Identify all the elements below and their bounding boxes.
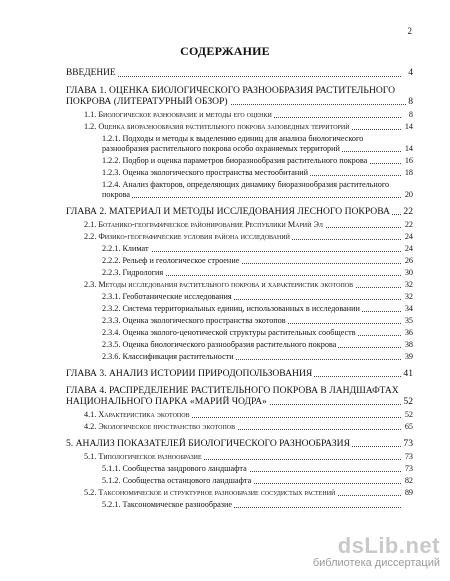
toc-entry-title: 5.1. Типологическое разнообразие xyxy=(84,452,202,461)
toc-entry-page: 36 xyxy=(404,328,413,337)
page-number: 2 xyxy=(407,26,412,36)
toc-entry xyxy=(66,476,413,486)
toc-entry xyxy=(66,244,413,254)
toc-entry xyxy=(66,340,413,350)
toc-entry-page: 65 xyxy=(404,422,413,431)
toc-entry-page: 14 xyxy=(404,122,413,131)
toc-entry xyxy=(66,410,413,420)
toc-entry-page: 32 xyxy=(404,292,413,301)
toc-entry-page: 52 xyxy=(403,396,413,407)
watermark xyxy=(313,533,440,569)
toc-entry-page: 32 xyxy=(404,280,413,289)
toc-entry-title: 2.3.4. Оценка эколого-ценотической структуры растительных сообществ xyxy=(102,328,356,337)
toc-entry-page: 24 xyxy=(404,232,413,241)
toc-entry-page: 89 xyxy=(404,488,413,497)
toc-entry xyxy=(66,168,413,178)
toc-entry-page: 16 xyxy=(404,156,413,165)
toc-entry-title: 2.2.2. Рельеф и геологическое строение xyxy=(102,256,240,265)
toc-entry xyxy=(66,422,413,432)
toc-entry-title: 2.3.3. Оценка экологического пространства экотопов xyxy=(102,316,286,325)
toc-entry-title: 5. АНАЛИЗ ПОКАЗАТЕЛЕЙ БИОЛОГИЧЕСКОГО РАЗНООБРАЗИЯ xyxy=(66,438,350,449)
toc-entry xyxy=(66,452,413,462)
toc-entry xyxy=(66,156,413,166)
toc-entry-page: 30 xyxy=(404,268,413,277)
toc-entry xyxy=(66,352,413,362)
toc-entry-title: 5.1.2. Сообщества останцового ландшафта xyxy=(102,476,252,485)
toc-entry-title: 2.1. Ботанико-географическое районирование Республики Марий Эл xyxy=(84,220,323,229)
toc-entry xyxy=(66,122,413,132)
toc-entry-title: 4.2. Экологическое пространство экотопов xyxy=(84,422,236,431)
toc-entry xyxy=(66,110,413,120)
table-of-contents xyxy=(66,64,413,512)
toc-entry-page: 41 xyxy=(403,368,413,379)
toc-entry-page: 39 xyxy=(404,352,413,361)
toc-entry-title: 1.1. Биологическое разнообразие и методы его оценки xyxy=(84,110,272,119)
toc-entry-title: ГЛАВА 2. МАТЕРИАЛ И МЕТОДЫ ИССЛЕДОВАНИЯ ЛЕСНОГО ПОКРОВА xyxy=(66,206,390,217)
toc-entry-page: 82 xyxy=(404,476,413,485)
watermark-subtitle: библиотека диссертаций xyxy=(312,557,440,569)
toc-entry-page: 26 xyxy=(404,256,413,265)
toc-entry xyxy=(66,85,413,107)
toc-entry xyxy=(66,280,413,290)
toc-entry-title: ГЛАВА 3. АНАЛИЗ ИСТОРИИ ПРИРОДОПОЛЬЗОВАНИЯ xyxy=(66,368,313,379)
toc-entry xyxy=(66,180,413,200)
toc-entry-page: 38 xyxy=(404,340,413,349)
toc-entry xyxy=(66,68,413,79)
toc-entry-title: ГЛАВА 1. ОЦЕНКА БИОЛОГИЧЕСКОГО РАЗНООБРАЗИЯ РАСТИТЕЛЬНОГО ПОКРОВА (ЛИТЕРАТУРНЫЙ ОБЗОР) xyxy=(66,85,396,107)
toc-entry-title: 1.2. Оценка биоразнообразия растительного покрова заповедных территорий xyxy=(84,122,350,131)
toc-entry-title: 4.1. Характеристика экотопов xyxy=(84,410,190,419)
toc-entry xyxy=(66,488,413,498)
toc-entry-title: ГЛАВА 4. РАСПРЕДЕЛЕНИЕ РАСТИТЕЛЬНОГО ПОКРОВА В ЛАНДШАФТАХ НАЦИОНАЛЬНОГО ПАРКА «МАРИЙ ЧОДРА» xyxy=(66,385,399,407)
watermark-logo: dsLib.net xyxy=(337,533,440,558)
toc-entry xyxy=(66,232,413,242)
toc-entry-page: 8 xyxy=(408,96,413,107)
page-title: СОДЕРЖАНИЕ xyxy=(180,44,270,58)
toc-entry-page: 20 xyxy=(404,190,413,199)
toc-entry xyxy=(66,464,413,474)
toc-entry xyxy=(66,438,413,449)
toc-entry-title: 1.2.4. Анализ факторов, определяющих динамику биоразнообразия растительного покрова xyxy=(102,180,390,199)
toc-entry-page: 22 xyxy=(404,220,413,229)
toc-entry-title: 5.2.1. Таксономическое разнообразие xyxy=(102,500,232,509)
toc-entry xyxy=(66,256,413,266)
toc-entry-page: 24 xyxy=(404,244,413,253)
toc-entry-title: 1.2.1. Подходы и методы к выделению единиц для анализа биологического разнообразия растительного покрова особо охраняемых территорий xyxy=(102,134,364,153)
toc-entry-title: 2.2.3. Гидрология xyxy=(102,268,164,277)
toc-entry-title: 2.3.1. Геоботанические исследования xyxy=(102,292,232,301)
toc-entry xyxy=(66,385,413,407)
toc-entry-title: ВВЕДЕНИЕ xyxy=(66,68,116,78)
toc-entry-title: 2.3.6. Классификация растительности xyxy=(102,352,234,361)
toc-entry-title: 2.3. Методы исследования растительного покрова и характеристик экотопов xyxy=(84,280,354,289)
toc-entry-title: 5.1.1. Сообщества зандрового ландшафта xyxy=(102,464,247,473)
toc-entry-page: 73 xyxy=(404,452,413,461)
toc-entry xyxy=(66,220,413,230)
toc-entry xyxy=(66,268,413,278)
toc-entry-title: 1.2.3. Оценка экологического пространства местообитаний xyxy=(102,168,308,177)
toc-entry-title: 5.2. Таксономическое и структурное разнообразие сосудистых растений xyxy=(84,488,336,497)
toc-entry-page: 8 xyxy=(408,110,413,119)
toc-entry-page: 34 xyxy=(404,304,413,313)
toc-entry-page: 35 xyxy=(404,316,413,325)
toc-entry xyxy=(66,316,413,326)
toc-entry-title: 2.2. Физико-географические условия района исследований xyxy=(84,232,290,241)
toc-entry-page: 52 xyxy=(404,410,413,419)
toc-entry-title: 2.3.2. Система территориальных единиц, использованных в исследовании xyxy=(102,304,360,313)
toc-entry-page: 18 xyxy=(404,168,413,177)
toc-entry-page: 14 xyxy=(404,144,413,153)
toc-entry xyxy=(66,304,413,314)
toc-entry xyxy=(66,368,413,379)
toc-entry-page: 73 xyxy=(404,464,413,473)
toc-entry-page: 22 xyxy=(403,206,413,217)
toc-entry-page: 73 xyxy=(403,438,413,449)
toc-entry-title: 2.3.5. Оценка биологического разнообразия растительного покрова xyxy=(102,340,337,349)
toc-entry-page: 4 xyxy=(408,68,413,78)
toc-entry xyxy=(66,328,413,338)
toc-entry xyxy=(66,500,413,510)
toc-entry xyxy=(66,206,413,217)
toc-entry xyxy=(66,134,413,154)
toc-entry-title: 1.2.2. Подбор и оценка параметров биоразнообразия растительного покрова xyxy=(102,156,368,165)
toc-entry xyxy=(66,292,413,302)
toc-entry-title: 2.2.1. Климат xyxy=(102,244,149,253)
